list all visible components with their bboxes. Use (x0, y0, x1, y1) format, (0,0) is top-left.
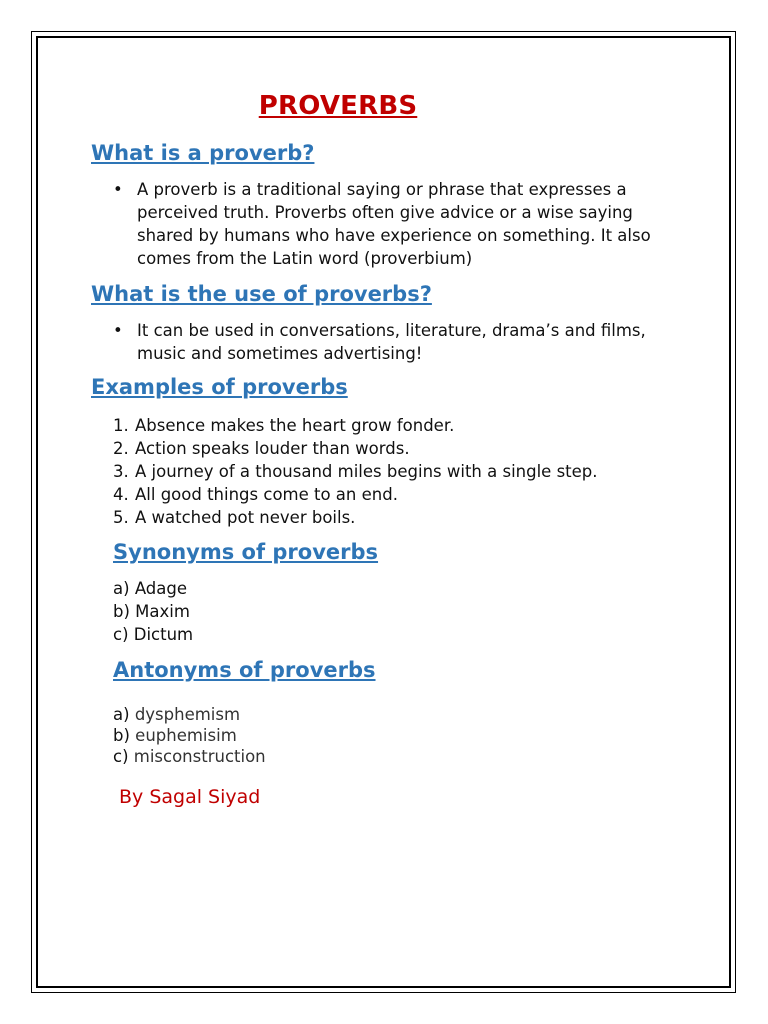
list-number: 3. (113, 462, 129, 481)
list-item-text: Action speaks louder than words. (135, 439, 410, 458)
list-item (113, 437, 673, 460)
synonyms-list (113, 577, 193, 646)
list-item-text: misconstruction (133, 747, 266, 766)
list-number: 5. (113, 508, 129, 527)
list-item-text: A watched pot never boils. (135, 508, 356, 527)
bullet-icon: • (113, 321, 123, 340)
heading-antonyms: Antonyms of proverbs (113, 658, 376, 682)
list-item-text: Absence makes the heart grow fonder. (135, 416, 455, 435)
bullet-icon: • (113, 180, 123, 199)
heading-synonyms: Synonyms of proverbs (113, 540, 379, 564)
page-title: PROVERBS (258, 91, 418, 121)
list-item-text: A proverb is a traditional saying or phrase that expresses a perceived truth. Proverbs often give advice or a wise saying shared by humans who have experience on something. It also comes from the Latin word (proverbium) (137, 180, 651, 268)
list-item (113, 623, 193, 646)
list-item-text: euphemisim (135, 726, 237, 745)
list-item (113, 178, 673, 270)
heading-what-is-proverb: What is a proverb? (91, 141, 315, 165)
heading-use-of-proverbs: What is the use of proverbs? (91, 282, 432, 306)
list-item-text: Dictum (133, 625, 194, 644)
list-item (113, 483, 673, 506)
list-item (113, 746, 266, 767)
list-label: c) (113, 625, 129, 644)
list-label: b) (113, 726, 130, 745)
heading-examples: Examples of proverbs (91, 375, 348, 399)
list-label: a) (113, 705, 130, 724)
list-number: 2. (113, 439, 129, 458)
list-item-text: A journey of a thousand miles begins with a single step. (135, 462, 598, 481)
list-label: b) (113, 602, 130, 621)
list-item-text: Adage (134, 579, 188, 598)
list-item-text: dysphemism (134, 705, 241, 724)
list-item (113, 506, 673, 529)
list-item (113, 600, 193, 623)
examples-list (113, 414, 673, 529)
what-is-list (113, 178, 673, 270)
list-label: a) (113, 579, 130, 598)
list-label: c) (113, 747, 129, 766)
list-item (113, 414, 673, 437)
list-number: 4. (113, 485, 129, 504)
list-item-text: All good things come to an end. (135, 485, 398, 504)
list-item-text: It can be used in conversations, literature, drama’s and films, music and sometimes advertising! (137, 321, 646, 363)
list-item (113, 725, 266, 746)
list-item (113, 577, 193, 600)
list-item (113, 319, 693, 365)
antonyms-list (113, 704, 266, 767)
author-byline: By Sagal Siyad (119, 786, 261, 808)
list-item-text: Maxim (135, 602, 190, 621)
list-item (113, 460, 673, 483)
list-item (113, 704, 266, 725)
use-list (113, 319, 693, 365)
list-number: 1. (113, 416, 129, 435)
